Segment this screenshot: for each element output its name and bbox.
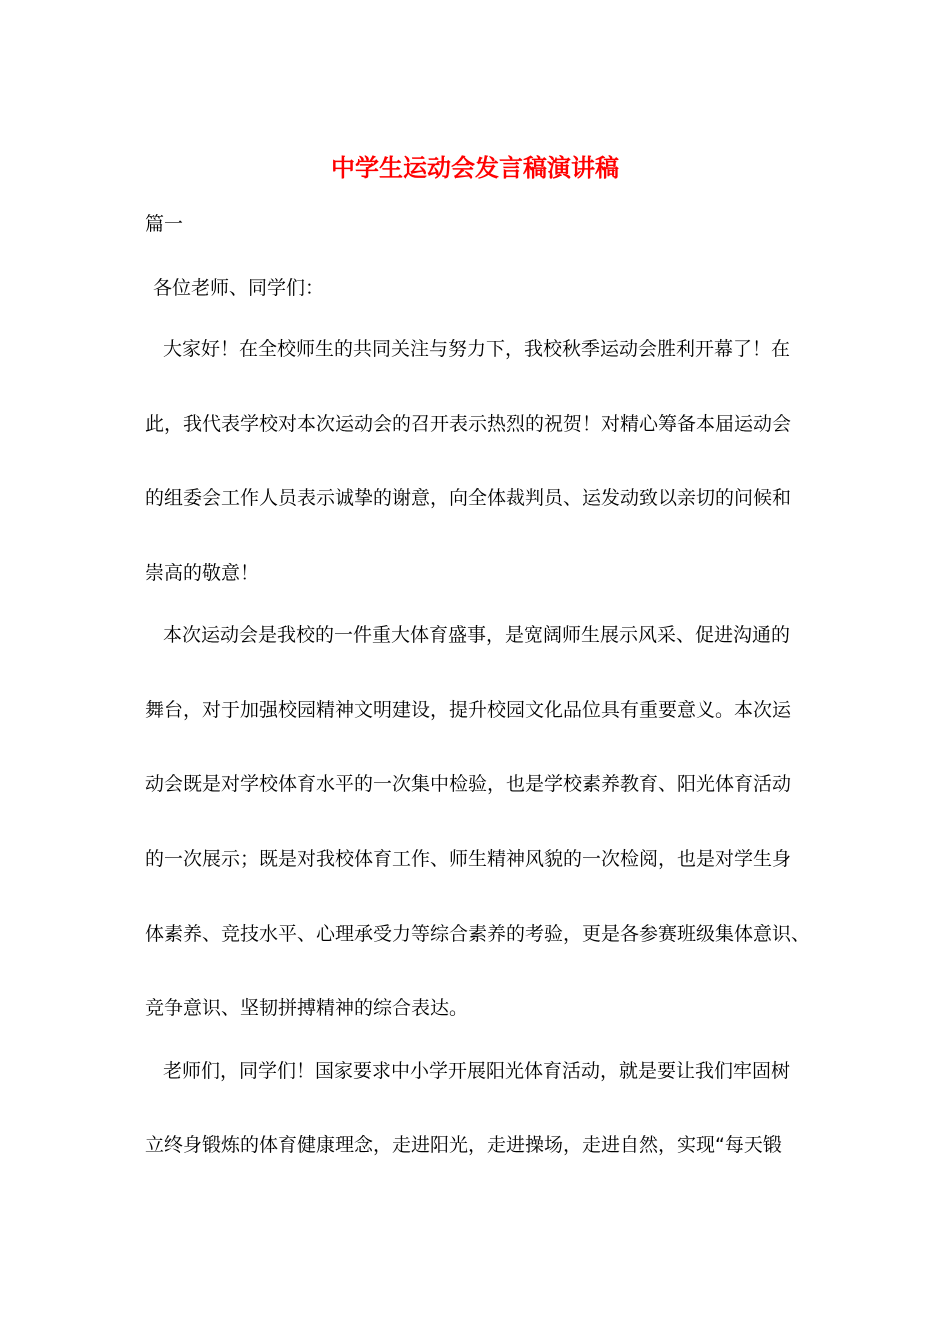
body-line: 舞台，对于加强校园精神文明建设，提升校园文化品位具有重要意义。本次运	[145, 699, 792, 721]
body-line: 的一次展示；既是对我校体育工作、师生精神风貌的一次检阅，也是对学生身	[145, 848, 792, 870]
document-title: 中学生运动会发言稿演讲稿	[331, 153, 619, 182]
body-line: 动会既是对学校体育水平的一次集中检验，也是学校素养教育、阳光体育活动	[145, 773, 792, 795]
body-line: 竞争意识、坚韧拼搏精神的综合表达。	[145, 997, 469, 1019]
body-line: 大家好！在全校师生的共同关注与努力下，我校秋季运动会胜利开幕了！在	[163, 338, 791, 360]
body-line: 本次运动会是我校的一件重大体育盛事，是宽阔师生展示风采、促进沟通的	[163, 624, 791, 646]
body-line: 立终身锻炼的体育健康理念，走进阳光，走进操场，走进自然，实现“每天锻	[145, 1134, 782, 1156]
body-line: 崇高的敬意！	[145, 562, 260, 584]
body-line: 体素养、竞技水平、心理承受力等综合素养的考验，更是各参赛班级集体意识、	[145, 923, 811, 945]
greeting-line: 各位老师、同学们：	[153, 277, 325, 299]
body-line: 此，我代表学校对本次运动会的召开表示热烈的祝贺！对精心筹备本届运动会	[145, 413, 792, 435]
body-line: 老师们，同学们！国家要求中小学开展阳光体育活动，就是要让我们牢固树	[163, 1060, 791, 1082]
body-line: 的组委会工作人员表示诚挚的谢意，向全体裁判员、运发动致以亲切的问候和	[145, 487, 792, 509]
section-heading: 篇一	[145, 213, 184, 235]
